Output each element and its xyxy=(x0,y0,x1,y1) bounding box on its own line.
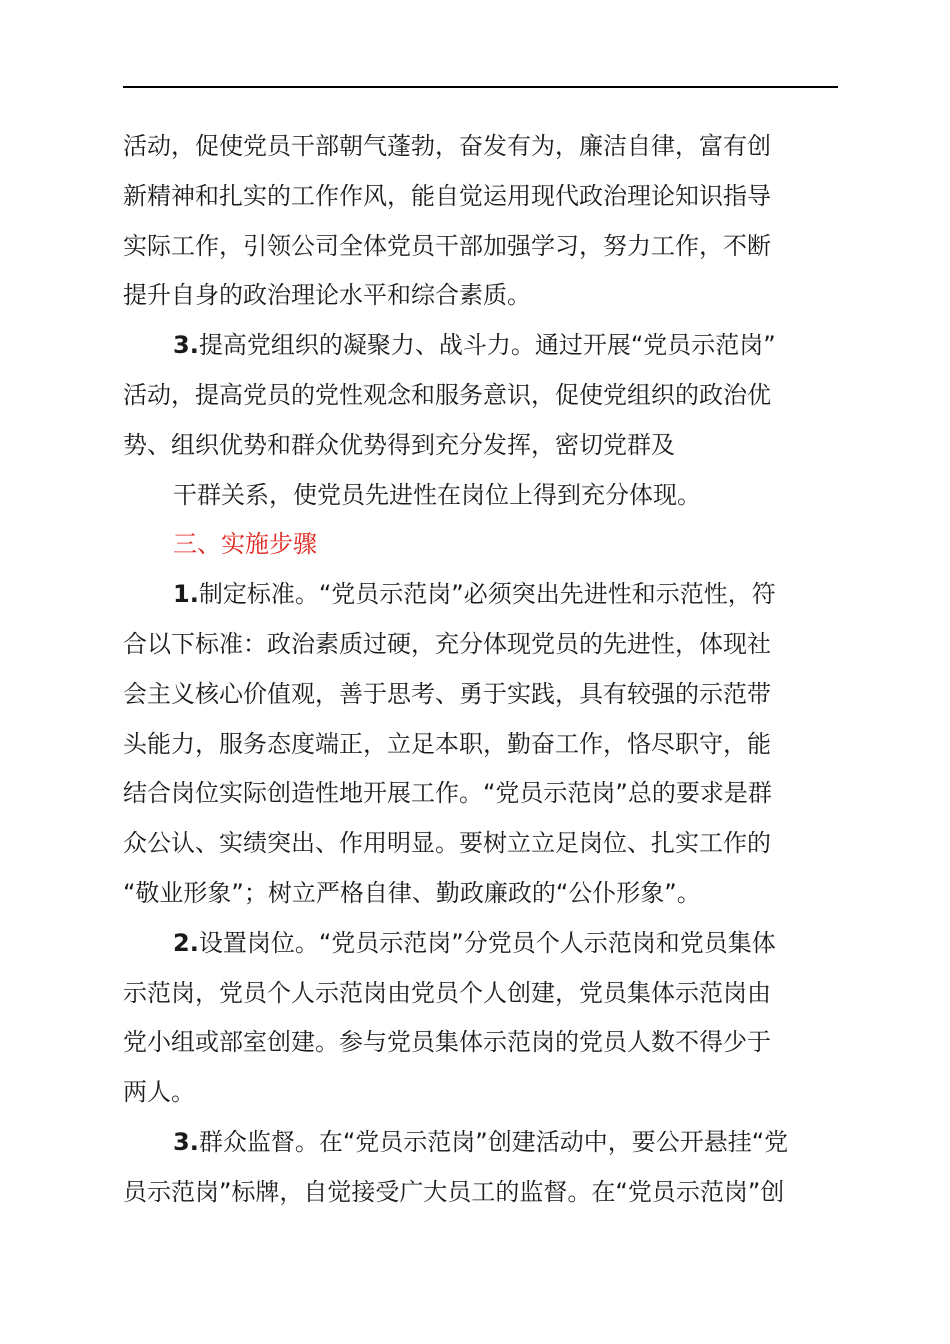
numbered-line xyxy=(123,570,839,620)
body-line: 众公认、实绩突出、作用明显。要树立立足岗位、扎实工作的 xyxy=(123,829,771,858)
item-number: 2. xyxy=(173,928,199,957)
body-line: 提升自身的政治理论水平和综合素质。 xyxy=(123,281,531,310)
body-line: 头能力，服务态度端正，立足本职，勤奋工作，恪尽职守，能 xyxy=(123,729,771,758)
body-line: 活动，提高党员的党性观念和服务意识，促使党组织的政治优 xyxy=(123,380,771,409)
item-text: 设置岗位。“党员示范岗”分党员个人示范岗和党员集体 xyxy=(198,928,776,957)
document-body xyxy=(123,122,839,1218)
numbered-line xyxy=(123,1118,839,1168)
item-text: 群众监督。在“党员示范岗”创建活动中，要公开悬挂“党 xyxy=(198,1127,789,1156)
item-text: 提高党组织的凝聚力、战斗力。通过开展“党员示范岗” xyxy=(198,331,776,360)
body-line: 新精神和扎实的工作作风，能自觉运用现代政治理论知识指导 xyxy=(123,181,771,210)
body-line: 势、组织优势和群众优势得到充分发挥，密切党群及 xyxy=(123,430,675,459)
header-rule xyxy=(123,86,838,88)
body-line: 员示范岗”标牌，自觉接受广大员工的监督。在“党员示范岗”创 xyxy=(123,1177,785,1206)
body-line: 干群关系，使党员先进性在岗位上得到充分体现。 xyxy=(173,480,701,509)
item-number: 3. xyxy=(173,331,199,360)
body-line: 两人。 xyxy=(123,1078,195,1107)
body-line: 会主义核心价值观，善于思考、勇于实践，具有较强的示范带 xyxy=(123,679,771,708)
body-line: 示范岗，党员个人示范岗由党员个人创建，党员集体示范岗由 xyxy=(123,978,771,1007)
numbered-line xyxy=(123,919,839,969)
body-line: 实际工作，引领公司全体党员干部加强学习，努力工作，不断 xyxy=(123,231,771,260)
body-line: 结合岗位实际创造性地开展工作。“党员示范岗”总的要求是群 xyxy=(123,779,772,808)
body-line: 合以下标准：政治素质过硬，充分体现党员的先进性，体现社 xyxy=(123,629,771,658)
item-number: 1. xyxy=(173,580,199,609)
item-text: 制定标准。“党员示范岗”必须突出先进性和示范性，符 xyxy=(198,580,776,609)
item-number: 3. xyxy=(173,1127,199,1156)
numbered-line xyxy=(123,321,839,371)
body-line: 活动，促使党员干部朝气蓬勃，奋发有为，廉洁自律，富有创 xyxy=(123,132,771,160)
section-heading: 三、实施步骤 xyxy=(173,530,317,559)
body-line: 党小组或部室创建。参与党员集体示范岗的党员人数不得少于 xyxy=(123,1028,771,1057)
body-line: “敬业形象”；树立严格自律、勤政廉政的“公仆形象”。 xyxy=(123,878,701,907)
